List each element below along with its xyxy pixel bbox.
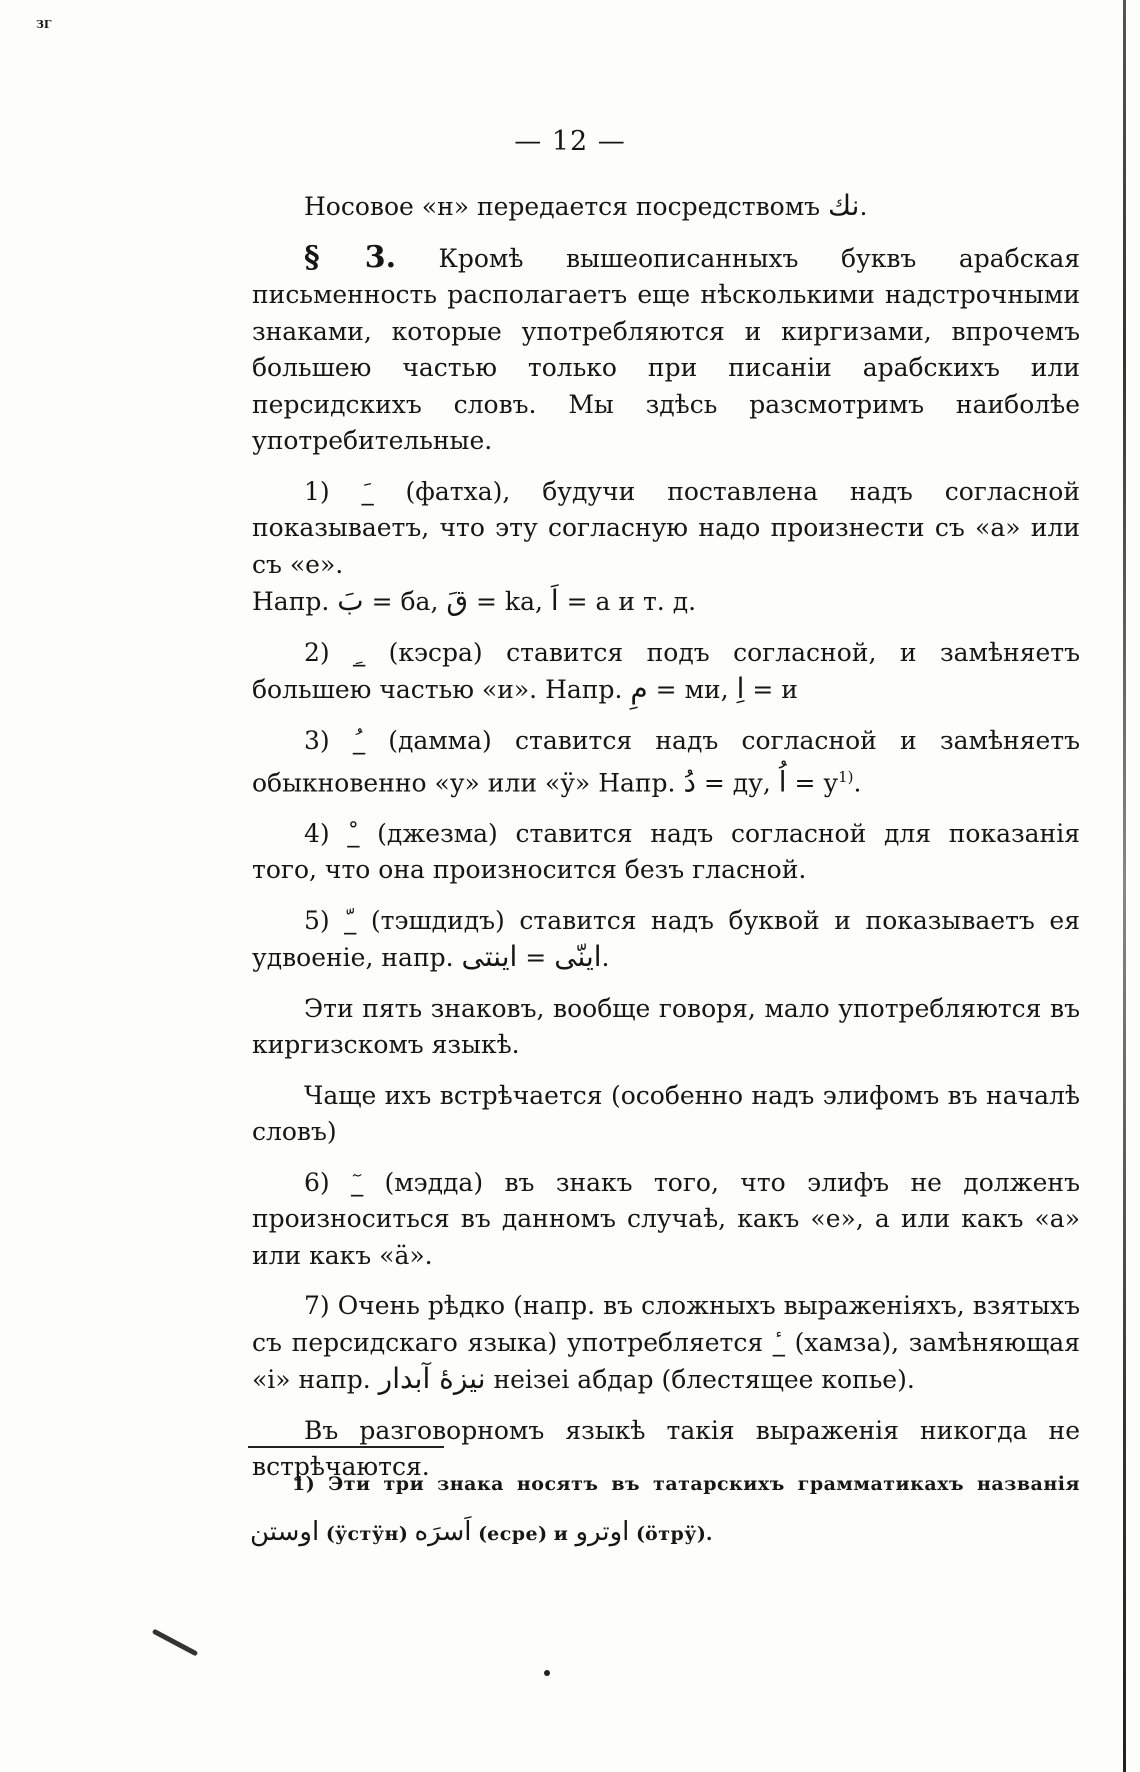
section-3-paragraph: § 3. Кромѣ вышеописанныхъ буквъ арабская письменность располагаетъ еще нѣсколькими надстрочными знаками, которые употребляются и киргизами, впрочемъ большею частью только при писаніи арабскихъ или персидскихъ словъ. Мы здѣсь разсмотримъ наиболѣе употребительные.	[252, 239, 1081, 455]
item-5-tashdid: 5) _ّ (тэшдидъ) ставится надъ буквой и показываетъ ея удвоеніе, напр. اينّى = اينتى .	[252, 905, 1080, 974]
footnote: 1) Эти три знака носятъ въ татарскихъ грамматикахъ названія اوستن (ӱстӱн) اَسرَه (есре) и اوترو (ӧтрӱ).	[250, 1473, 1080, 1547]
footnote-rule	[248, 1446, 444, 1448]
jazm-sign: _ْ	[347, 819, 360, 848]
page-number: — 12 —	[514, 126, 626, 157]
item-1-fatha: 1) _َ (фатха), будучи поставлена надъ согласной показываетъ, что эту согласную надо произнести съ «а» или съ «е». Напр. بَ = ба, قَ = ka, اَ = а и т. д.	[252, 476, 1081, 617]
damma-sign: _ُ	[352, 726, 365, 755]
paragraph-five-signs: Эти пять знаковъ, вообще говоря, мало употребляются въ киргизскомъ языкѣ.	[252, 993, 1080, 1060]
item-2-kasra: 2) _ِ (кэсра) ставится подъ согласной, и замѣняетъ большею частью «и». Напр. مِ = ми, اِ = и	[252, 637, 1080, 705]
ink-smudge	[152, 1629, 198, 1657]
nasal-paragraph: Носовое «н» передается посредствомъ نك.	[304, 189, 868, 222]
page-edge	[1123, 0, 1126, 1772]
madda-sign: _ٓ	[351, 1168, 364, 1197]
item-7-hamza: 7) Очень рѣдко (напр. въ сложныхъ выраженіяхъ, взятыхъ съ персидскаго языка) употребляется _ٔ (хамза), замѣняющая «і» напр. نيزهٔ آبدار неізеі абдар (блестящее копье).	[252, 1291, 1080, 1396]
item-6-madda: 6) _ٓ (мэдда) въ знакъ того, что элифъ не долженъ произноситься въ данномъ случаѣ, какъ «е», а или какъ «а» или какъ «ä».	[252, 1167, 1080, 1270]
main-text	[252, 188, 1080, 1500]
item-4-jazm: 4) _ْ (джезма) ставится надъ согласной для показанія того, что она произносится безъ гласной.	[252, 818, 1080, 885]
fatha-sign: _َ	[361, 477, 374, 506]
tashdid-sign: _ّ	[344, 906, 357, 935]
corner-mark: ЗГ	[36, 18, 52, 31]
section-mark: § 3.	[304, 239, 397, 275]
ink-dot	[544, 1670, 550, 1676]
paragraph-often: Чаще ихъ встрѣчается (особенно надъ элифомъ въ началѣ словъ)	[252, 1080, 1080, 1147]
footnote-ref: 1)	[838, 768, 854, 786]
item-3-damma: 3) _ُ (дамма) ставится надъ согласной и замѣняетъ обыкновенно «у» или «ӱ» Напр. دُ = ду, اُ = $у^{1)}$.	[252, 725, 1081, 799]
paragraph-colloquial: Въ разговорномъ языкѣ такія выраженія никогда не встрѣчаются.	[252, 1415, 1080, 1482]
arabic-word: نك	[828, 189, 860, 222]
kasra-sign: _ِ	[353, 638, 366, 667]
hamza-sign: _ٔ	[772, 1328, 785, 1357]
